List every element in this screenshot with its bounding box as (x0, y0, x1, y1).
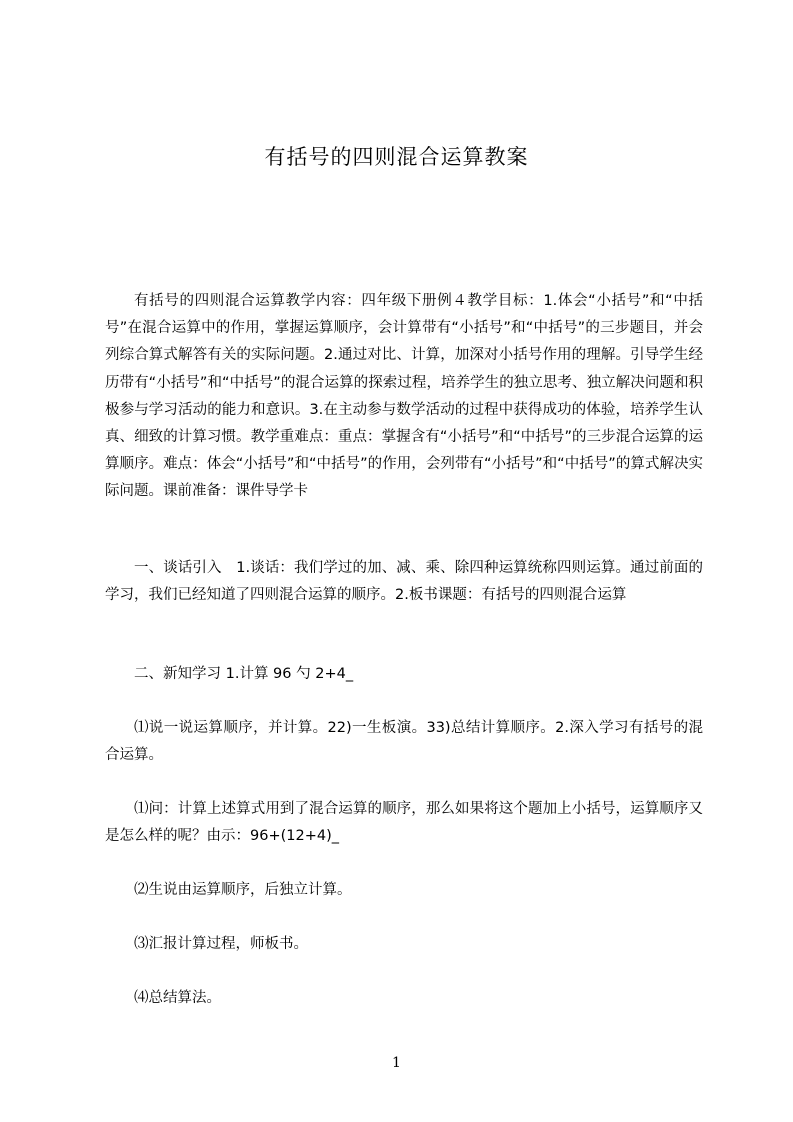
paragraph-section-1: 一、谈话引入 1.谈话：我们学过的加、减、乘、除四种运算统称四则运算。通过前面的学习，我们已经知道了四则混合运算的顺序。2.板书课题：有括号的四则混合运算 (105, 560, 703, 604)
paragraph-section-2: 二、新知学习 1.计算 96 勺 2+4_ (134, 666, 354, 682)
paragraph-intro: 有括号的四则混合运算教学内容：四年级下册例４教学目标：1.体会“小括号”和“中括号”在混合运算中的作用，掌握运算顺序，会计算带有“小括号”和“中括号”的三步题目，并会列综合算式解答有关的实际问题。2.通过对比、计算，加深对小括号作用的理解。引导学生经历带有“小括号”和“中括号”的混合运算的探索过程，培养学生的独立思考、独立解决问题和积极参与学习活动的能力和意识。3.在主动参与数学活动的过程中获得成功的体验，培养学生认真、细致的计算习惯。教学重难点：重点：掌握含有“小括号”和“中括号”的三步混合运算的运算顺序。难点：体会“小括号”和“中括号”的作用，会列带有“小括号”和“中括号”的算式解决实际问题。课前准备：课件导学卡 (105, 293, 703, 500)
paragraph-question-3: ⑶汇报计算过程，师板书。 (134, 936, 308, 952)
paragraph-question-4: ⑷总结算法。 (134, 990, 221, 1006)
page-number: 1 (392, 1055, 401, 1071)
paragraph-question-2: ⑵生说由运算顺序，后独立计算。 (134, 882, 352, 898)
paragraph-step-1: ⑴说一说运算顺序，并计算。22)一生板演。33)总结计算顺序。2.深入学习有括号的混合运算。 (105, 720, 703, 764)
document-title: 有括号的四则混合运算教案 (264, 145, 529, 169)
paragraph-question-1: ⑴问：计算上述算式用到了混合运算的顺序，那么如果将这个题加上小括号，运算顺序又是怎么样的呢？由示：96+(12+4)_ (105, 801, 703, 845)
